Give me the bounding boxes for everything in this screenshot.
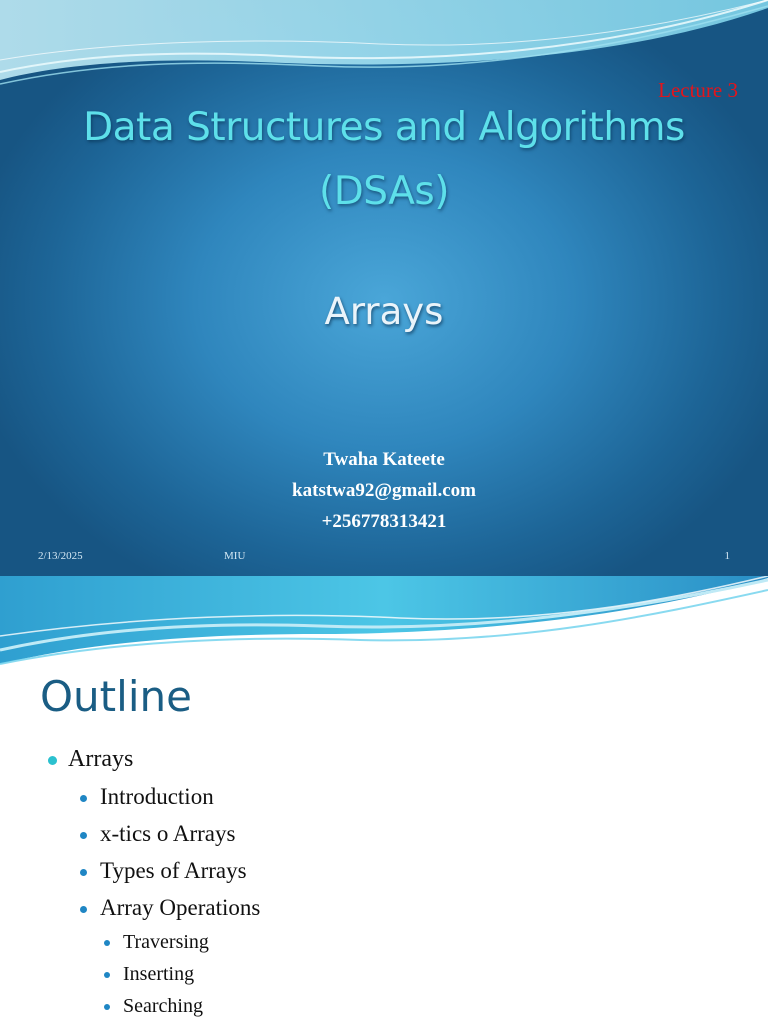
header-wave-decoration <box>0 576 768 676</box>
outline-slide <box>0 576 768 1024</box>
author-phone: +256778313421 <box>321 511 447 532</box>
footer-page-number: 1 <box>724 550 730 562</box>
header-wave-decoration <box>0 0 768 100</box>
bullet-dot-icon <box>80 832 87 839</box>
list-item-text: Searching <box>123 995 203 1017</box>
footer-organization: MIU <box>224 550 246 562</box>
author-block <box>0 444 768 537</box>
author-email: katstwa92@gmail.com <box>292 480 476 501</box>
bullet-dot-icon <box>80 795 87 802</box>
list-item <box>100 821 235 847</box>
list-item-text: Arrays <box>68 746 134 772</box>
list-item-text: Array Operations <box>100 895 261 920</box>
bullet-dot-icon <box>48 756 57 765</box>
footer-date: 2/13/2025 <box>38 550 83 562</box>
slide-subtitle: Arrays <box>324 290 444 333</box>
list-item-text: x-tics o Arrays <box>100 821 236 846</box>
list-item <box>100 784 214 810</box>
list-item <box>123 963 194 986</box>
bullet-dot-icon <box>104 1004 110 1010</box>
bullet-dot-icon <box>80 869 87 876</box>
list-item-text: Types of Arrays <box>100 858 247 883</box>
list-item <box>123 995 203 1018</box>
list-item-text: Inserting <box>123 963 195 985</box>
list-item-text: Traversing <box>123 931 209 953</box>
title-line-2: (DSAs) <box>319 169 449 214</box>
list-item-text: Introduction <box>100 784 214 809</box>
bullet-dot-icon <box>104 940 110 946</box>
list-item <box>68 746 133 773</box>
bullet-dot-icon <box>80 906 87 913</box>
lecture-number: Lecture 3 <box>658 78 738 102</box>
author-name: Twaha Kateete <box>323 449 445 470</box>
bullet-dot-icon <box>104 972 110 978</box>
list-item <box>100 858 247 884</box>
slide-title <box>0 96 768 224</box>
list-item <box>100 895 260 921</box>
title-line-1: Data Structures and Algorithms <box>83 105 685 150</box>
slide-title: Outline <box>40 672 192 721</box>
list-item <box>123 931 209 954</box>
